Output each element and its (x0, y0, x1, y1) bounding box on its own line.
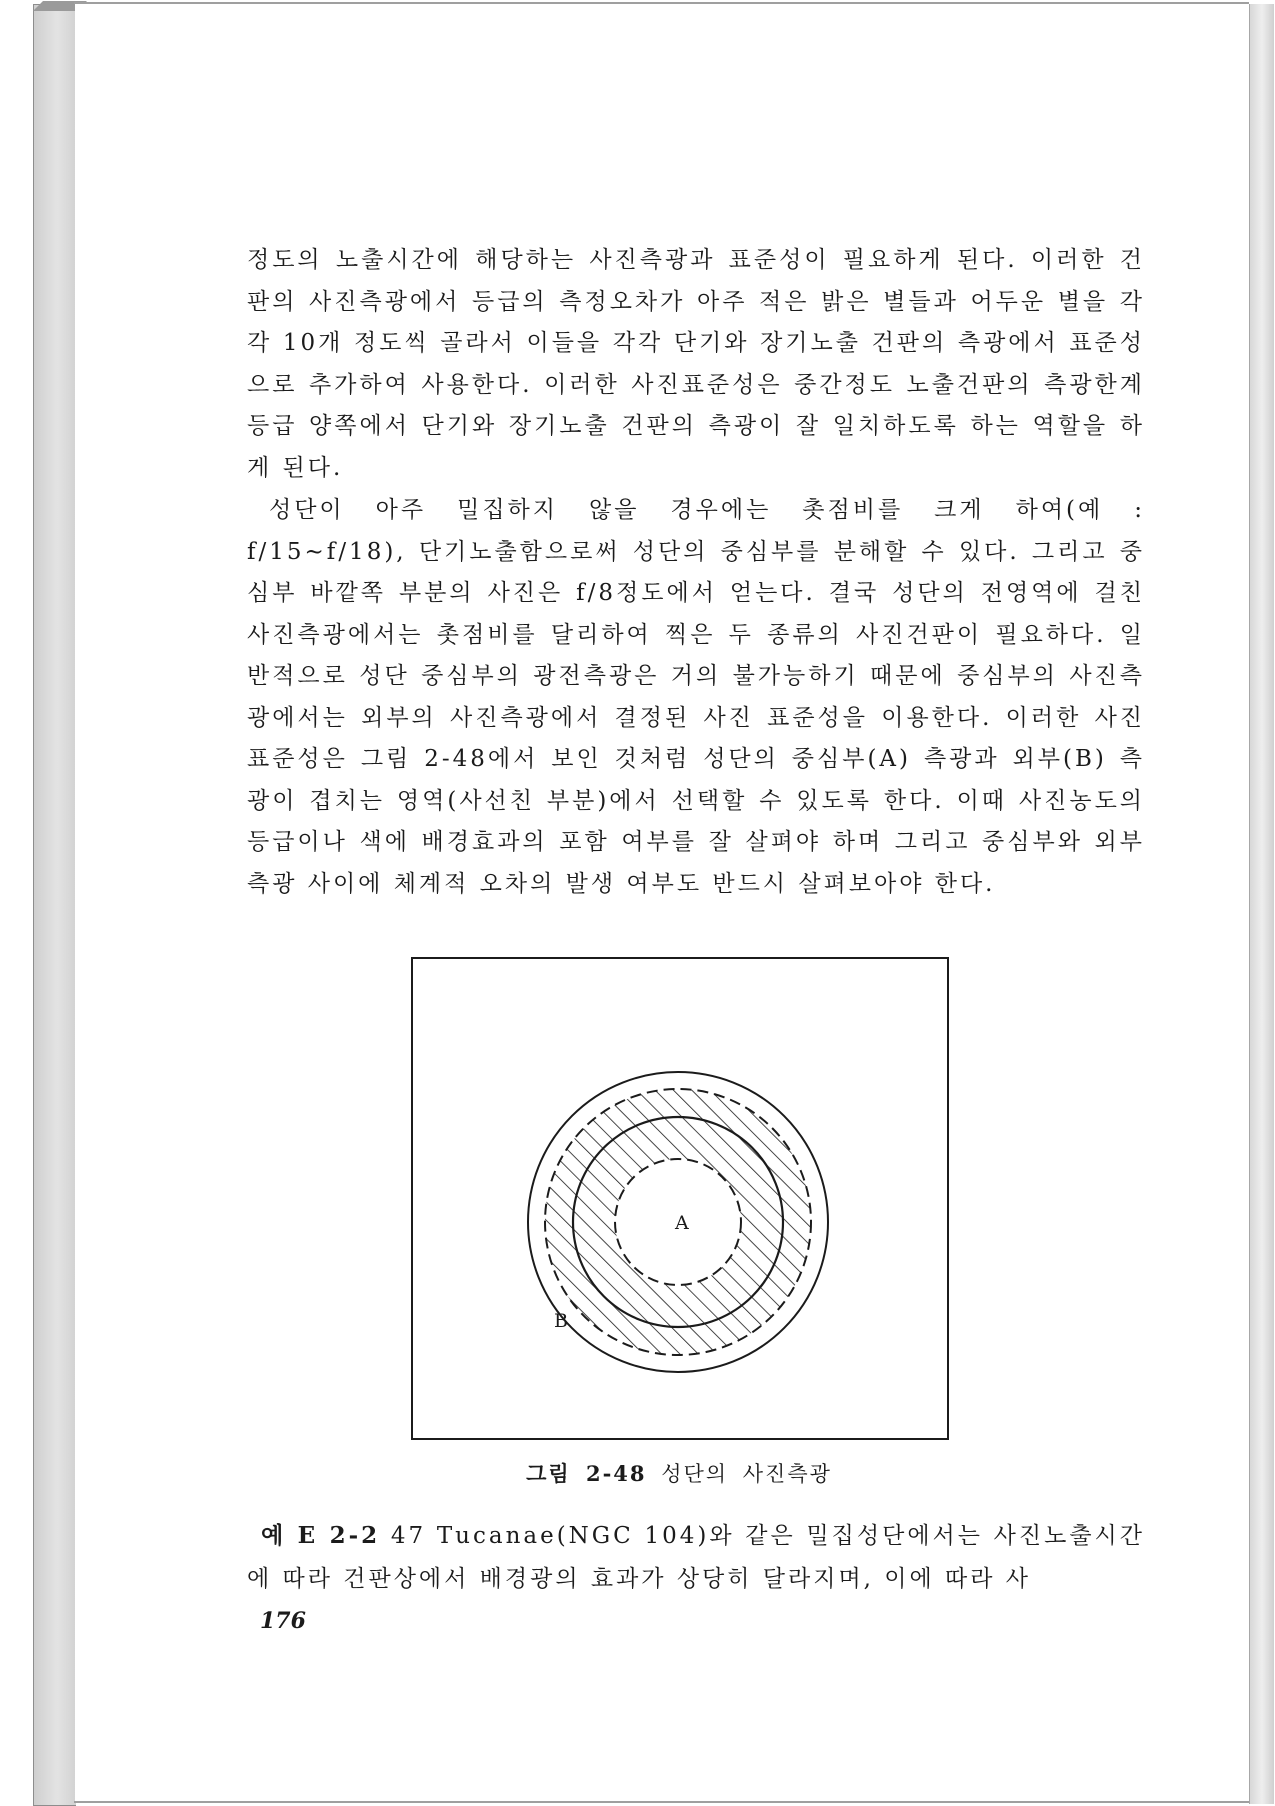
book-bottom-edge (74, 1801, 1249, 1803)
example-text: 47 Tucanae(NGC 104)와 같은 밀집성단에서는 사진노출시간에 따라 건판상에서 배경광의 효과가 상당히 달라지며, 이에 따라 사 (247, 1523, 1145, 1592)
figure-caption (411, 1458, 947, 1488)
sentence: 일반적으로 성단 중심부의 광전측광은 거의 불가능하기 때문에 중심부의 사진측광에서는 외부의 사진측광에서 결정된 사진 표준성을 이용한다. (247, 621, 1146, 731)
label-b: B (554, 1310, 568, 1332)
page-number: 176 (260, 1608, 306, 1634)
example-label: 예 E 2-2 (261, 1522, 381, 1549)
sentence: 그리고 중심부 바깥쪽 부분의 사진은 f/8정도에서 얻는다. (247, 538, 1145, 606)
paragraph-2 (247, 490, 1145, 905)
book-left-edge (33, 4, 76, 1806)
sentence: 정도의 노출시간에 해당하는 사진측광과 표준성이 필요하게 된다. (247, 247, 1018, 273)
figure-frame (411, 957, 949, 1440)
caption-text: 성단의 사진측광 (661, 1462, 832, 1486)
example-paragraph (247, 1514, 1145, 1601)
caption-label: 그림 2-48 (526, 1461, 647, 1486)
sentence: 이러한 사진표준성은 중간정도 노출건판의 측광한계등급 양쪽에서 단기와 장기노출 건판의 측광이 잘 일치하도록 하는 역할을 하게 된다. (247, 371, 1145, 481)
label-a: A (675, 1212, 689, 1234)
sentence: 결국 성단의 전영역에 걸친 사진측광에서는 촛점비를 달리하여 찍은 두 종류의 사진건판이 필요하다. (247, 580, 1145, 648)
sentence: 이러한 사진표준성은 그림 2-48에서 보인 것처럼 성단의 중심부(A) 측광과 외부(B) 측광이 겹치는 영역(사선친 부분)에서 선택할 수 있도록 한다. (247, 704, 1146, 814)
cluster-diagram (413, 959, 947, 1438)
book-right-edge (1249, 4, 1274, 1804)
sentence: 성단이 아주 밀집하지 않을 경우에는 촛점비를 크게 하여(예 : f/15∼f/18), 단기노출함으로써 성단의 중심부를 분해할 수 있다. (247, 497, 1145, 565)
paragraph-1 (247, 240, 1145, 489)
sentence: 이때 사진농도의 등급이나 색에 배경효과의 포함 여부를 잘 살펴야 하며 그리고 중심부와 외부측광 사이에 체계적 오차의 발생 여부도 반드시 살펴보아야 한다. (247, 787, 1146, 897)
sentence: 이러한 건판의 사진측광에서 등급의 측정오차가 아주 적은 밝은 별들과 어두운 별을 각각 10개 정도씩 골라서 이들을 각각 단기와 장기노출 건판의 측광에서 표준성으로 추가하여 사용한다. (247, 247, 1146, 398)
